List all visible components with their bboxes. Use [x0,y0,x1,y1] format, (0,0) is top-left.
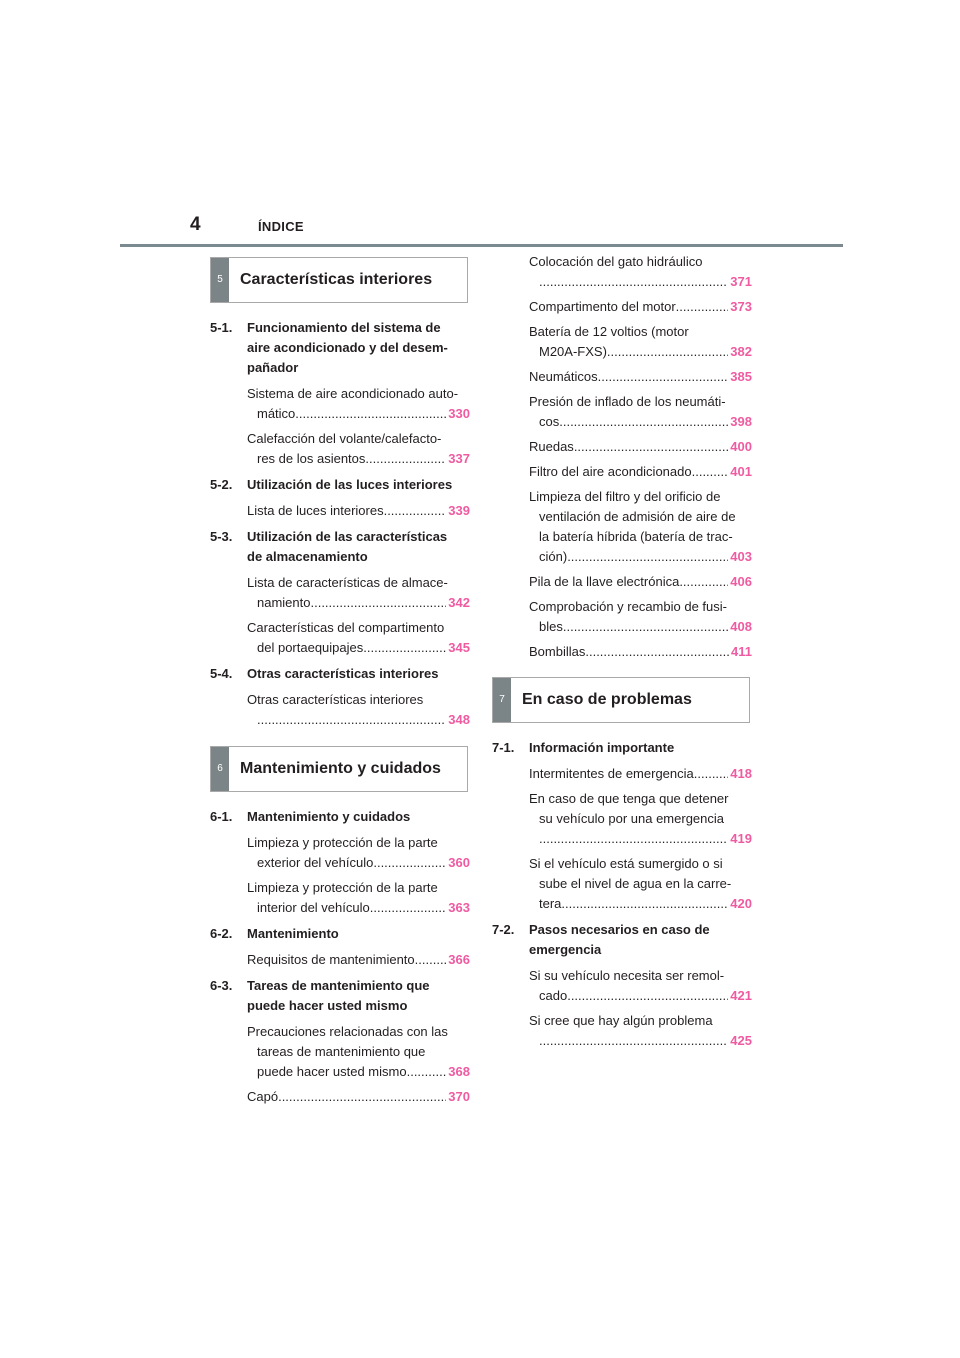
toc-group-heading [210,664,470,684]
right-column [492,252,752,1057]
toc-entry-text: Requisitos de mantenimiento [247,952,415,967]
toc-entry-text: exterior del vehículo [257,855,374,870]
toc-group-title [247,976,470,1016]
page-number: 4 [190,214,201,235]
page-reference-link[interactable]: 425 [730,1033,752,1048]
section-number-tab: 5 [211,258,229,302]
toc-group-number: 5-1. [210,320,233,335]
dot-leader [676,297,729,317]
toc-entry-line [247,404,470,424]
page-reference-link[interactable]: 400 [730,439,752,454]
page-reference-link[interactable]: 370 [448,1089,470,1104]
page-reference-link[interactable]: 360 [448,855,470,870]
toc-group-number: 5-3. [210,529,233,544]
toc-entry-line [247,573,470,593]
toc-entry-text: Bombillas [529,644,586,659]
dot-leader [373,853,446,873]
toc-entry-line [247,1022,470,1042]
toc-entry-text: Lista de luces interiores [247,503,384,518]
dot-leader [295,404,446,424]
toc-entry-text: M20A-FXS) [539,344,607,359]
section-header-5 [210,257,468,303]
page-reference-link[interactable]: 330 [448,406,470,421]
dot-leader [384,501,447,521]
toc-group [210,475,470,521]
toc-entry[interactable] [247,573,470,613]
toc-group-title-line: Tareas de mantenimiento que [247,978,430,993]
toc-entry-line [247,690,470,710]
toc-entry[interactable] [247,1022,470,1082]
toc-entry-line [529,297,752,317]
toc-group-title-line: puede hacer usted mismo [247,998,408,1013]
toc-entry-line [529,392,752,412]
toc-entry[interactable] [247,501,470,521]
toc-entry-text: Filtro del aire acondicionado [529,464,692,479]
toc-entry-line [529,597,752,617]
page-reference-link[interactable]: 363 [448,900,470,915]
toc-entry-text: Otras características interiores [247,692,424,707]
page-reference-link[interactable]: 408 [730,619,752,634]
toc-entry-text: Pila de la llave electrónica [529,574,680,589]
left-column [210,257,470,1113]
toc-entry-line [247,1042,470,1062]
toc-entry-text: la batería híbrida (batería de trac- [539,529,733,544]
toc-entry[interactable] [529,572,752,592]
toc-entry-text: Si el vehículo está sumergido o si [529,856,723,871]
toc-entry[interactable] [247,618,470,658]
toc-entry-line [247,1062,470,1082]
toc-entry-text: Intermitentes de emergencia [529,766,694,781]
toc-group [492,920,752,1051]
toc-entry-text: namiento [257,595,311,610]
toc-entry-line [247,898,470,918]
toc-entry-line [247,853,470,873]
toc-entry[interactable] [529,1011,752,1051]
dot-leader [567,986,728,1006]
toc-entry[interactable] [529,642,752,662]
toc-group-heading [210,976,470,1016]
toc-entry-line [529,507,752,527]
dot-leader [310,593,446,613]
toc-group [210,976,470,1107]
dot-leader [363,638,446,658]
dot-leader [567,547,728,567]
toc-group [210,318,470,469]
dot-leader [563,617,728,637]
dot-leader [539,1031,728,1051]
toc-entry-text: Capó [247,1089,279,1104]
toc-entry-line [529,986,752,1006]
toc-group-title [529,738,752,758]
toc-entry-text: tera [539,896,562,911]
page-reference-link[interactable]: 345 [448,640,470,655]
toc-entry[interactable] [529,597,752,637]
page-reference-link[interactable]: 420 [730,896,752,911]
dot-leader [561,894,728,914]
toc-entry[interactable] [529,487,752,567]
toc-group-title-line: Utilización de las características [247,529,448,544]
dot-leader [365,449,446,469]
toc-entry-text: ción) [539,549,568,564]
toc-group-title-line: Mantenimiento y cuidados [247,809,411,824]
toc-entry-text: Calefacción del volante/calefacto- [247,431,442,446]
toc-entry-line [529,1031,752,1051]
dot-leader [679,572,728,592]
page-reference-link[interactable]: 337 [448,451,470,466]
page-reference-link[interactable]: 373 [730,299,752,314]
dot-leader [415,950,447,970]
section-title: En caso de problemas [522,691,692,708]
toc-group-heading [210,527,470,567]
page-reference-link[interactable]: 398 [730,414,752,429]
toc-entry-line [529,789,752,809]
toc-entry-text: Limpieza y protección de la parte [247,835,438,850]
toc-entry[interactable] [529,392,752,432]
toc-entry-line [529,547,752,567]
toc-entry[interactable] [247,878,470,918]
toc-group [492,738,752,914]
toc-entry-line [529,462,752,482]
toc-entry-line [529,966,752,986]
toc-entry-text: Precauciones relacionadas con las [247,1024,448,1039]
toc-entry-line [529,764,752,784]
toc-entry-text: su vehículo por una emergencia [539,811,725,826]
toc-entry-line [247,638,470,658]
page-reference-link[interactable]: 419 [730,831,752,846]
toc-group-title-line: aire acondicionado y del desem- [247,340,448,355]
toc-entry-line [529,252,752,272]
toc-group-heading [210,924,470,944]
toc-entry-line [529,809,752,829]
toc-entry-line [247,429,470,449]
section-spacer [492,667,752,677]
toc-group [210,527,470,658]
toc-entry-line [247,384,470,404]
toc-group-number: 6-1. [210,809,233,824]
dot-leader [539,829,728,849]
toc-group-number: 5-2. [210,477,233,492]
page-reference-link[interactable]: 382 [730,344,752,359]
toc-entry-text: Compartimento del motor [529,299,676,314]
toc-group-title-line: pañador [247,360,299,375]
dot-leader [694,764,729,784]
toc-group-title [247,924,470,944]
toc-entry-text: Ruedas [529,439,574,454]
toc-entry-line [529,367,752,387]
toc-group-title-line: Utilización de las luces interiores [247,477,453,492]
section-title: Características interiores [240,271,433,288]
toc-group-number: 7-1. [492,740,515,755]
toc-entry-line [529,437,752,457]
toc-group-title-line: Funcionamiento del sistema de [247,320,441,335]
toc-entry-text: Batería de 12 voltios (motor [529,324,689,339]
page-title: ÍNDICE [258,219,304,234]
page-reference-link[interactable]: 348 [448,712,470,727]
toc-group-heading [492,920,752,960]
dot-leader [407,1062,447,1082]
toc-entry-text: Sistema de aire acondicionado auto- [247,386,459,401]
toc-group-title-line: Información importante [529,740,675,755]
toc-entry-text: Limpieza del filtro y del orificio de [529,489,721,504]
header-divider [120,244,843,247]
toc-entry-line [247,833,470,853]
toc-entry[interactable] [247,429,470,469]
toc-group [210,924,470,970]
toc-entry[interactable] [529,462,752,482]
toc-entry-line [529,642,752,662]
page-reference-link[interactable]: 418 [730,766,752,781]
section-number-tab: 7 [493,678,511,722]
toc-entry[interactable] [529,322,752,362]
toc-group-number: 6-2. [210,926,233,941]
toc-entry-text: del portaequipajes [257,640,364,655]
toc-entry-text: Si su vehículo necesita ser remol- [529,968,725,983]
toc-entry[interactable] [247,950,470,970]
toc-entry[interactable] [529,966,752,1006]
dot-leader [559,412,728,432]
toc-entry-line [247,501,470,521]
toc-entry[interactable] [529,252,752,292]
toc-entry-text: sube el nivel de agua en la carre- [539,876,732,891]
page-reference-link[interactable]: 385 [730,369,752,384]
toc-entry-line [529,342,752,362]
section-header-7 [492,677,750,723]
toc-entry[interactable] [247,833,470,873]
toc-entry-line [247,950,470,970]
toc-group-title-line: de almacenamiento [247,549,368,564]
toc-entry-text: bles [539,619,563,634]
toc-group [210,664,470,730]
toc-entry-line [247,449,470,469]
toc-entry-text: ventilación de admisión de aire de [539,509,736,524]
toc-group-title [529,920,752,960]
toc-entry-line [529,829,752,849]
page-reference-link[interactable]: 339 [448,503,470,518]
toc-group-heading [492,738,752,758]
toc-entry-line [529,572,752,592]
toc-entry[interactable] [247,1087,470,1107]
page-reference-link[interactable]: 421 [730,988,752,1003]
dot-leader [370,898,447,918]
page-reference-link[interactable]: 366 [448,952,470,967]
toc-group-title-line: Otras características interiores [247,666,439,681]
toc-entry-text: mático [257,406,296,421]
toc-entry-line [529,412,752,432]
toc-group-title [247,318,470,378]
toc-group-title-line: Pasos necesarios en caso de [529,922,710,937]
dot-leader [278,1087,446,1107]
toc-group-number: 5-4. [210,666,233,681]
page-reference-link[interactable]: 371 [730,274,752,289]
toc-entry-text: res de los asientos [257,451,366,466]
toc-entry-text: Presión de inflado de los neumáti- [529,394,726,409]
toc-entry-text: Características del compartimento [247,620,445,635]
toc-entry-line [529,874,752,894]
toc-entry-text: En caso de que tenga que detener [529,791,729,806]
page-reference-link[interactable]: 411 [731,644,752,659]
page-reference-link[interactable]: 401 [730,464,752,479]
page-reference-link[interactable]: 403 [730,549,752,564]
toc-entry-line [247,593,470,613]
page-reference-link[interactable]: 342 [448,595,470,610]
toc-entry[interactable] [529,764,752,784]
toc-entry[interactable] [529,297,752,317]
toc-entry-line [247,710,470,730]
toc-entry-line [247,1087,470,1107]
toc-entry-text: puede hacer usted mismo [257,1064,407,1079]
section-header-6 [210,746,468,792]
toc-entry-line [247,618,470,638]
toc-group-title [247,807,470,827]
dot-leader [598,367,729,387]
toc-entry-line [529,487,752,507]
toc-entry-line [529,272,752,292]
dot-leader [574,437,728,457]
toc-entry-text: Limpieza y protección de la parte [247,880,438,895]
dot-leader [257,710,446,730]
toc-entry-line [529,854,752,874]
toc-entry-line [529,1011,752,1031]
toc-entry-text: cos [539,414,560,429]
toc-entry[interactable] [529,789,752,849]
toc-entry[interactable] [529,367,752,387]
toc-entry-text: Colocación del gato hidráulico [529,254,703,269]
page-reference-link[interactable]: 406 [730,574,752,589]
dot-leader [607,342,728,362]
toc-entry[interactable] [247,690,470,730]
toc-entry-text: cado [539,988,568,1003]
toc-group-title-line: Mantenimiento [247,926,339,941]
toc-entry-line [247,878,470,898]
toc-entry-line [529,322,752,342]
toc-group-heading [210,318,470,378]
toc-entry-line [529,617,752,637]
toc-entry-text: tareas de mantenimiento que [257,1044,426,1059]
toc-entry-line [529,894,752,914]
toc-entry[interactable] [529,437,752,457]
toc-entry[interactable] [247,384,470,424]
toc-entry-text: Si cree que hay algún problema [529,1013,713,1028]
section-number-tab: 6 [211,747,229,791]
toc-entry-line [529,527,752,547]
dot-leader [692,462,729,482]
toc-group-title [247,527,470,567]
toc-group-title [247,664,470,684]
toc-group-number: 7-2. [492,922,515,937]
page-reference-link[interactable]: 368 [448,1064,470,1079]
toc-entry[interactable] [529,854,752,914]
dot-leader [585,642,729,662]
toc-entry-text: Neumáticos [529,369,598,384]
dot-leader [539,272,728,292]
toc-group-number: 6-3. [210,978,233,993]
section-title: Mantenimiento y cuidados [240,760,441,777]
section-spacer [210,736,470,746]
toc-group-title-line: emergencia [529,942,602,957]
toc-group-heading [210,475,470,495]
toc-group-title [247,475,470,495]
toc-entry-text: interior del vehículo [257,900,370,915]
toc-entry-text: Comprobación y recambio de fusi- [529,599,727,614]
toc-entry-text: Lista de características de almace- [247,575,448,590]
toc-group-heading [210,807,470,827]
toc-group [210,807,470,918]
